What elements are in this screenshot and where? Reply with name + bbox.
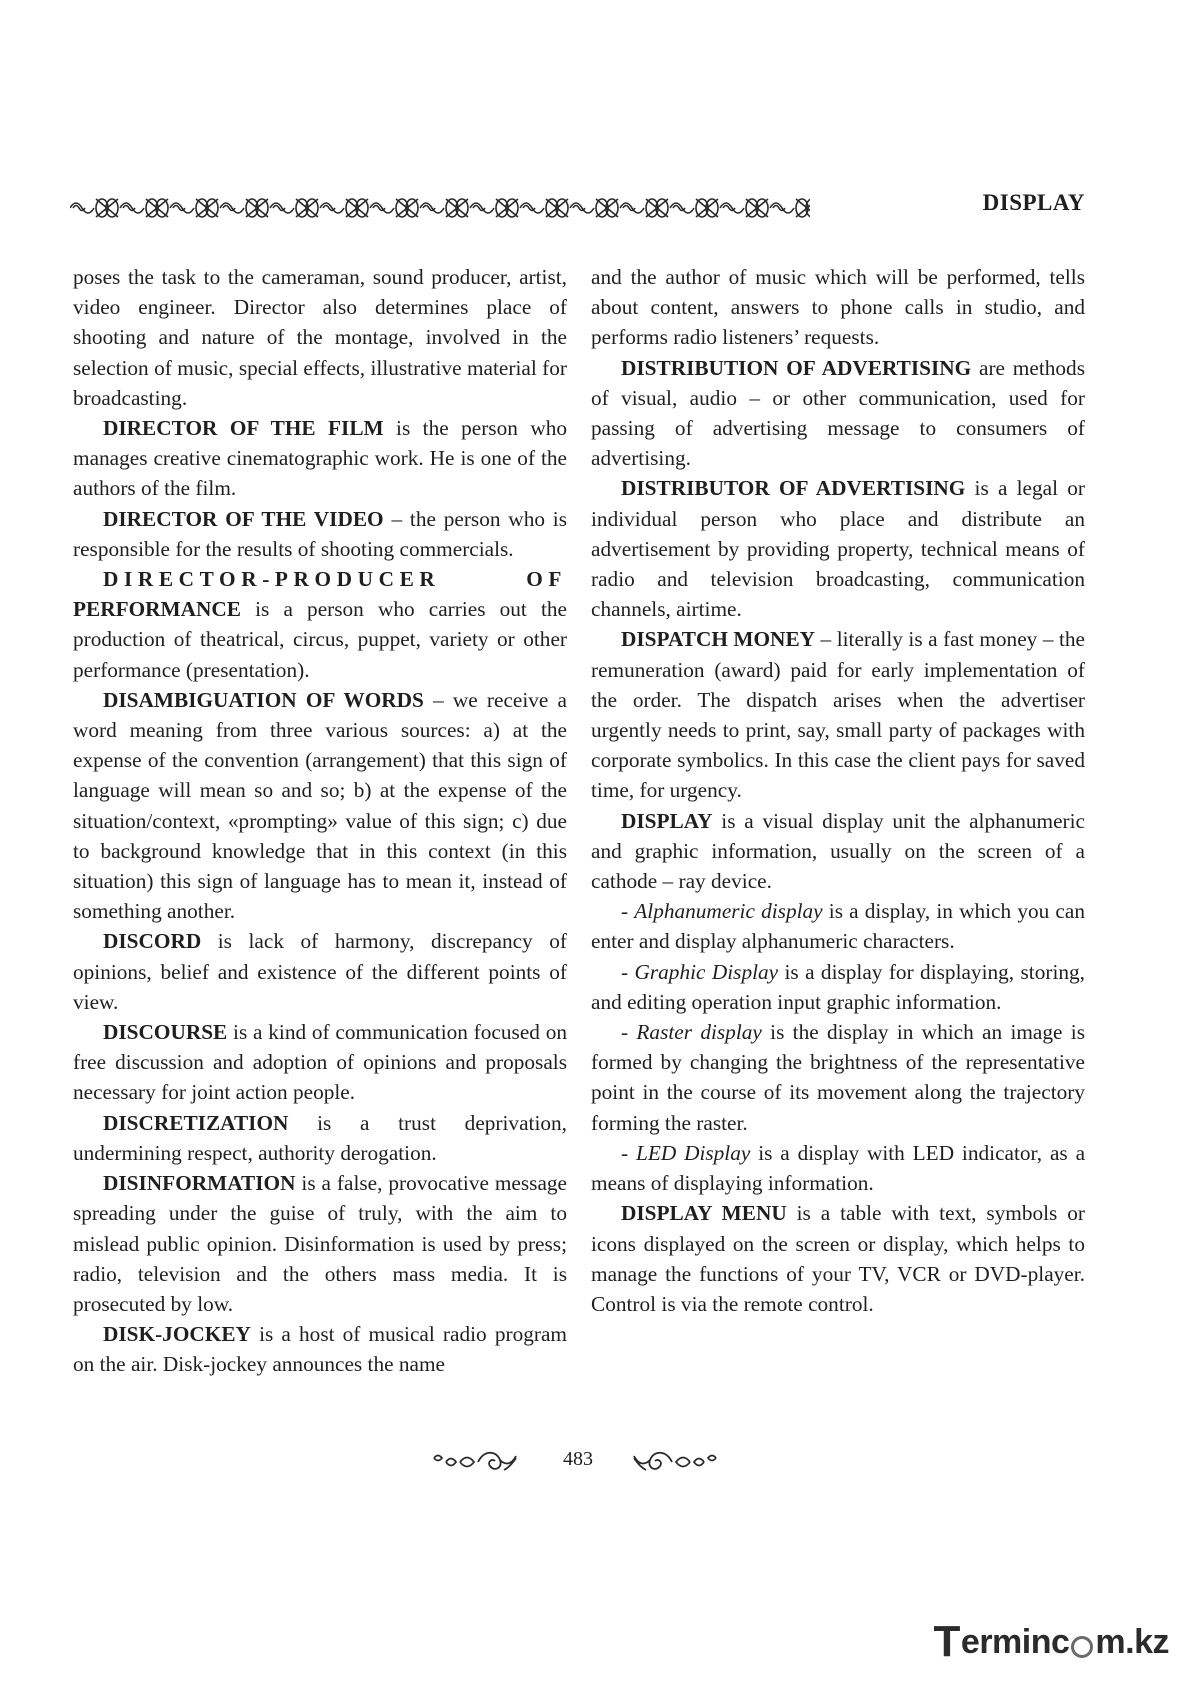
dictionary-entry bbox=[73, 504, 567, 564]
ornament-wave bbox=[770, 203, 794, 213]
ornament-wave bbox=[520, 203, 544, 213]
entry-text: is a person who carries out the production of theatrical, circus, puppet, variety or other performance (presentation). bbox=[73, 597, 567, 682]
entry-text: is a legal or individual person who place and distribute an advertisement by providing property, technical means of radio and television broadcasting, communication channels, airtime. bbox=[591, 476, 1085, 622]
ornament-wave bbox=[170, 203, 194, 213]
entry-term: DIRECTOR OF THE FILM bbox=[103, 416, 384, 441]
right-column bbox=[591, 262, 1085, 1319]
entry-text: is the display in which an image is formed by changing the brightness of the representative point in the course of its movement along the trajectory forming the raster. bbox=[591, 1020, 1085, 1135]
watermark-t: T bbox=[933, 1617, 960, 1666]
entry-term: DISK-JOCKEY bbox=[103, 1322, 251, 1347]
header-ornament bbox=[70, 194, 810, 222]
dictionary-entry bbox=[591, 1138, 1085, 1198]
dictionary-entry bbox=[73, 564, 567, 685]
left-column bbox=[73, 262, 567, 1380]
footer-ornament-left bbox=[430, 1450, 520, 1474]
entry-term: DISPATCH MONEY bbox=[621, 627, 816, 652]
dictionary-entry bbox=[591, 624, 1085, 805]
ornament-wave bbox=[670, 203, 694, 213]
entry-term: DISAMBIGUATION OF WORDS bbox=[103, 687, 424, 712]
footer-ornament-right bbox=[630, 1450, 720, 1474]
ornament-wave bbox=[720, 203, 744, 213]
ornament-wave bbox=[70, 203, 94, 213]
entry-term: DISPLAY MENU bbox=[621, 1201, 787, 1226]
entry-text: is a visual display unit the alphanumeric and graphic information, usually on the screen of a cathode – ray device. bbox=[591, 808, 1085, 894]
entry-term: DISCOURSE bbox=[103, 1020, 228, 1045]
entry-term-spaced: DIRECTOR-PRODUCER OF bbox=[103, 567, 567, 592]
entry-subterm: Graphic Display bbox=[634, 959, 779, 984]
dictionary-entry bbox=[73, 1017, 567, 1108]
entry-text: is a false, provocative message spreading under the guise of truly, with the aim to mislead public opinion. Disinformation is used by press; radio, television and the others mass media. It is prosecuted by low. bbox=[73, 1171, 567, 1316]
entry-term: DISCORD bbox=[103, 929, 202, 954]
site-watermark bbox=[933, 1614, 1169, 1666]
dictionary-entry bbox=[73, 685, 567, 927]
dictionary-entry bbox=[591, 806, 1085, 897]
entry-text: - bbox=[621, 1140, 636, 1165]
entry-text: is a display, in which you can enter and display alphanumeric characters. bbox=[591, 899, 1085, 954]
entry-term: DIRECTOR OF THE VIDEO bbox=[103, 506, 384, 531]
dictionary-entry bbox=[73, 926, 567, 1017]
dictionary-entry bbox=[591, 957, 1085, 1017]
dictionary-entry bbox=[73, 1319, 567, 1379]
entry-text: poses the task to the cameraman, sound producer, artist, video engineer. Director also determines place of shooting and nature of the montage, involved in the selection of music, special effects, illustrative material for broadcasting. bbox=[73, 265, 567, 410]
entry-text: is a host of musical radio program on the air. Disk-jockey announces the name bbox=[73, 1322, 567, 1377]
running-head: DISPLAY bbox=[982, 190, 1085, 215]
entry-term: DISPLAY bbox=[621, 808, 713, 833]
ornament-wave bbox=[570, 203, 594, 213]
entry-text: is lack of harmony, discrepancy of opinions, belief and existence of the different points of view. bbox=[73, 929, 567, 1014]
dictionary-entry bbox=[73, 1108, 567, 1168]
dictionary-entry bbox=[591, 262, 1085, 353]
page-number: 483 bbox=[563, 1448, 593, 1470]
ornament-wave bbox=[120, 203, 144, 213]
ornament-wave bbox=[470, 203, 494, 213]
entry-text: is the person who manages creative cinematographic work. He is one of the authors of the film. bbox=[73, 416, 567, 501]
page-footer bbox=[0, 1440, 1191, 1480]
ornament-wave bbox=[370, 203, 394, 213]
entry-text: is a table with text, symbols or icons displayed on the screen or display, which helps to manage the functions of your TV, VCR or DVD-player. Control is via the remote control. bbox=[591, 1201, 1085, 1316]
dictionary-entry bbox=[73, 1168, 567, 1319]
dictionary-entry bbox=[73, 413, 567, 504]
dictionary-entry bbox=[591, 896, 1085, 956]
entry-text: – literally is a fast money – the remuneration (award) paid for early implementation of the order. The dispatch arises when the advertiser urgently needs to print, say, small party of packages with corporate symbolics. In this case the client pays for saved time, for urgency. bbox=[591, 627, 1085, 803]
entry-text: is a trust deprivation, undermining respect, authority derogation. bbox=[73, 1110, 567, 1165]
dictionary-entry bbox=[73, 262, 567, 413]
entry-text: – the person who is responsible for the results of shooting commercials. bbox=[73, 506, 567, 561]
watermark-text-1: erminc bbox=[960, 1623, 1070, 1661]
entry-term: DISTRIBUTION OF ADVERTISING bbox=[621, 355, 972, 380]
dictionary-entry bbox=[591, 1198, 1085, 1319]
entry-text: - bbox=[621, 899, 635, 924]
ornament-wave bbox=[270, 203, 294, 213]
entry-text: and the author of music which will be performed, tells about content, answers to phone calls in studio, and performs radio listeners’ requests. bbox=[591, 265, 1085, 350]
entry-text: is a display for displaying, storing, and editing operation input graphic information. bbox=[591, 959, 1085, 1014]
dictionary-entry bbox=[591, 473, 1085, 624]
entry-text: is a kind of communication focused on free discussion and adoption of opinions and proposals necessary for joint action people. bbox=[73, 1020, 567, 1105]
entry-subterm: LED Display bbox=[635, 1140, 751, 1165]
entry-text: - bbox=[621, 959, 635, 984]
dictionary-entry bbox=[591, 353, 1085, 474]
entry-text: are methods of visual, audio – or other communication, used for passing of advertising message to consumers of advertising. bbox=[591, 355, 1085, 471]
entry-term: DISCRETIZATION bbox=[103, 1110, 289, 1135]
ornament-wave bbox=[620, 203, 644, 213]
entry-text: – we receive a word meaning from three various sources: a) at the expense of the convention (arrangement) that this sign of language will mean so and so; b) at the expense of the situation/context, «prompting» value of this sign; c) due to background knowledge that in this context (in this situation) this sign of language has to mean it, instead of something another. bbox=[73, 687, 567, 924]
entry-term: DISTRIBUTOR OF ADVERTISING bbox=[621, 476, 966, 501]
ornament-wave bbox=[220, 203, 244, 213]
entry-term: DIRECTOR-PRODUCER OF PERFORMANCE bbox=[73, 567, 567, 622]
entry-term: DISINFORMATION bbox=[103, 1171, 296, 1196]
entry-text: is a display with LED indicator, as a means of displaying information. bbox=[591, 1140, 1086, 1196]
dictionary-entry bbox=[591, 1017, 1085, 1138]
watermark-ring-icon bbox=[1071, 1636, 1093, 1658]
watermark-text-2: m.kz bbox=[1095, 1623, 1169, 1661]
ornament-wave bbox=[320, 203, 344, 213]
ornament-pattern bbox=[70, 199, 810, 217]
ornament-wave bbox=[420, 203, 444, 213]
entry-subterm: Raster display bbox=[636, 1020, 762, 1045]
entry-subterm: Alphanumeric display bbox=[634, 899, 823, 924]
entry-text: - bbox=[621, 1020, 637, 1045]
